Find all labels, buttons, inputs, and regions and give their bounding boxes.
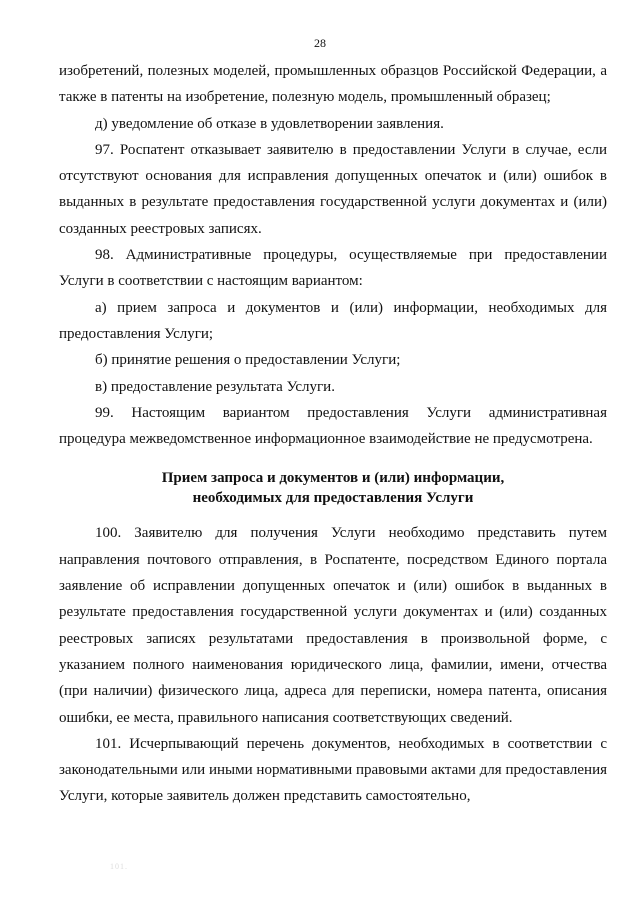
paragraph-item-v: в) предоставление результата Услуги. [95, 378, 335, 395]
section-heading-line-2: необходимых для предоставления Услуги [192, 490, 474, 507]
paragraph-99: 99. Настоящим вариантом предоставления Услуги административная процедура межведомственное информационное взаимодействие не предусмотрена. [59, 404, 607, 448]
faint-footer-stamp: 101. [110, 862, 128, 871]
section-heading [59, 468, 607, 508]
document-body [59, 58, 607, 810]
page-number: 28 [314, 36, 326, 50]
paragraph-98: 98. Административные процедуры, осуществляемые при предоставлении Услуги в соответствии с настоящим вариантом: [59, 247, 607, 290]
paragraph-100: 100. Заявителю для получения Услуги необходимо представить путем направления почтового отправления, в Роспатенте, посредством Единого портала заявление об исправлении допущенных опечаток и (или) ошибок в выданных в результате предоставления государственной услуги документах и (или) созданных реестровых записях результатами предоставления в произвольной форме, с указанием полного наименования юридического лица, фамилии, имени, отчества (при наличии) физического лица, адреса для переписки, номера патента, описания ошибки, ее места, правильного написания соответствующих сведений. [59, 525, 607, 726]
paragraph-97: 97. Роспатент отказывает заявителю в предоставлении Услуги в случае, если отсутствуют основания для исправления допущенных опечаток и (или) ошибок в выданных в результате предоставления государственной услуги документах и (или) созданных реестровых записях. [59, 141, 607, 237]
paragraph-item-b: б) принятие решения о предоставлении Услуги; [95, 352, 401, 369]
section-heading-line-1: Прием запроса и документов и (или) информации, [161, 470, 505, 487]
paragraph-continuation: изобретений, полезных моделей, промышленных образцов Российской Федерации, а также в патенты на изобретение, полезную модель, промышленный образец; [59, 63, 607, 106]
paragraph-101: 101. Исчерпывающий перечень документов, необходимых в соответствии с законодательными или иными нормативными правовыми актами для предоставления Услуги, которые заявитель должен представить самостоятельно, [59, 735, 607, 805]
paragraph-item-d: д) уведомление об отказе в удовлетворении заявления. [95, 115, 444, 132]
paragraph-item-a: а) прием запроса и документов и (или) информации, необходимых для предоставления Услуги; [59, 299, 607, 342]
